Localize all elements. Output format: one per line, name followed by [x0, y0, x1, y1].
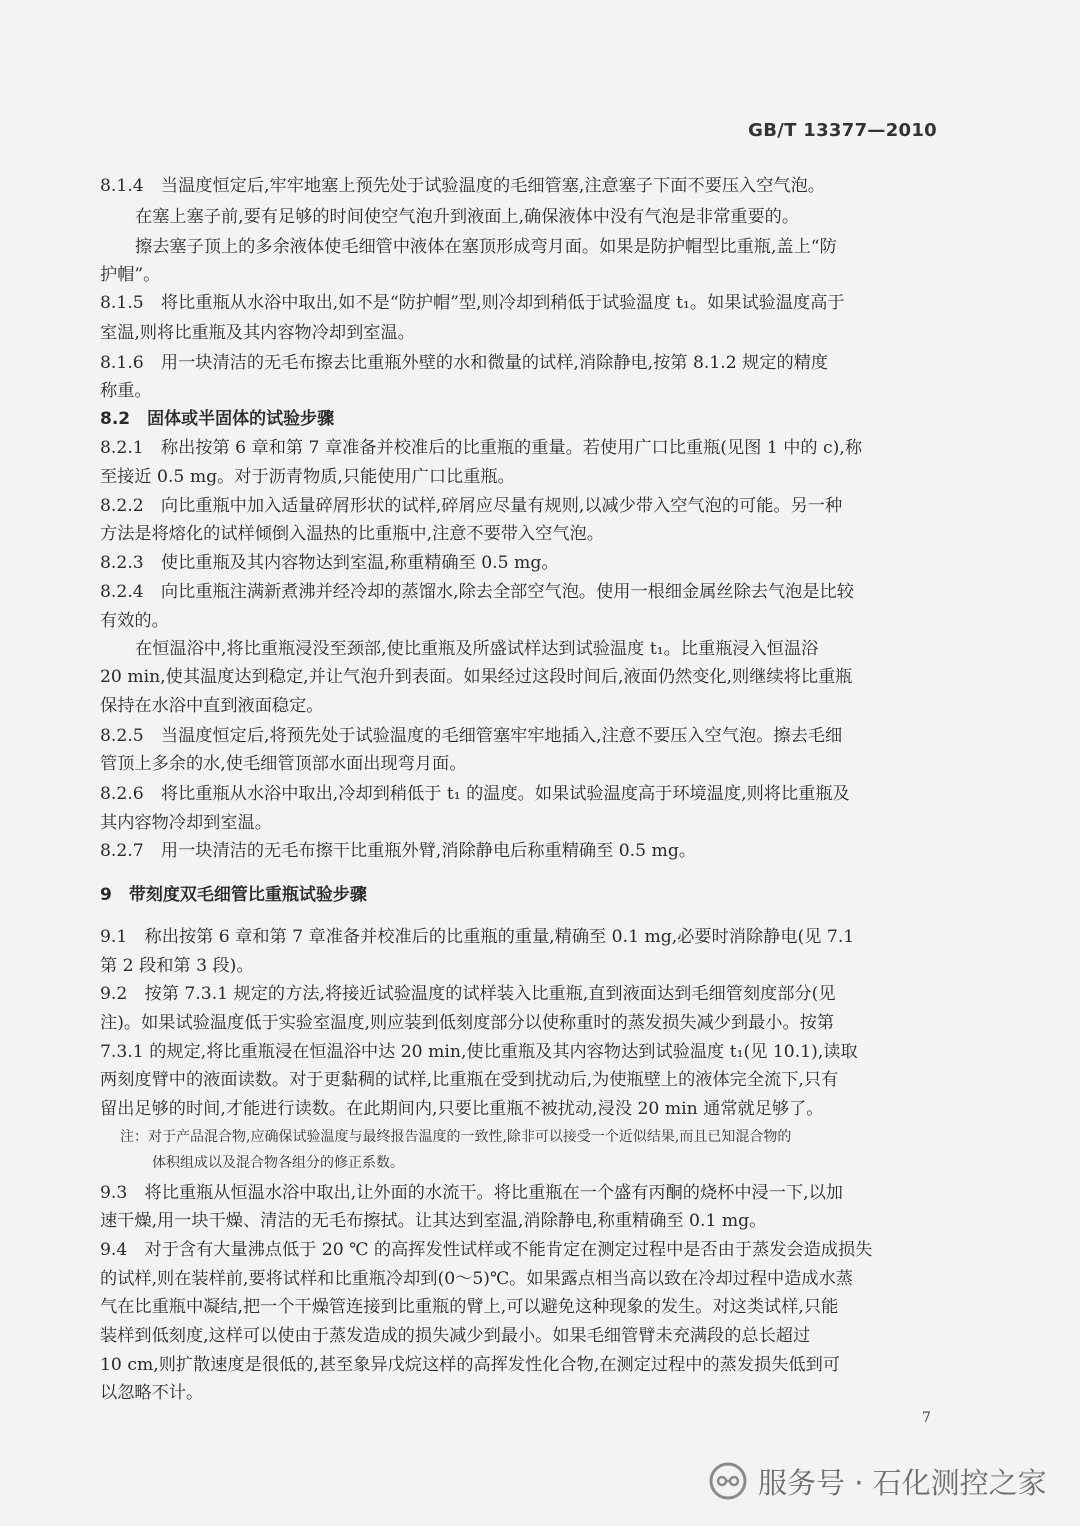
clause-8-2-2-line: 8.2.2 向比重瓶中加入适量碎屑形状的试样,碎屑应尽量有规则,以减少带入空气泡的可能。另一种 — [100, 496, 843, 516]
clause-9-1-line: 9.1 称出按第 6 章和第 7 章准备并校准后的比重瓶的重量,精确至 0.1 mg,必要时消除静电(见 7.1 — [100, 927, 855, 947]
clause-8-2-1-line: 8.2.1 称出按第 6 章和第 7 章准备并校准后的比重瓶的重量。若使用广口比重瓶(见图 1 中的 c),称 — [100, 438, 863, 458]
paragraph-line: 擦去塞子顶上的多余液体使毛细管中液体在塞顶形成弯月面。如果是防护帽型比重瓶,盖上“防 — [135, 237, 837, 257]
paragraph-line: 两刻度臂中的液面读数。对于更黏稠的试样,比重瓶在受到扰动后,为使瓶壁上的液体完全流下,只有 — [100, 1070, 839, 1090]
paragraph-line: 留出足够的时间,才能进行读数。在此期间内,只要比重瓶不被扰动,浸没 20 min 通常就足够了。 — [100, 1099, 824, 1119]
paragraph-line: 至接近 0.5 mg。对于沥青物质,只能使用广口比重瓶。 — [100, 467, 515, 487]
standard-code: GB/T 13377—2010 — [748, 120, 937, 141]
paragraph-line: 以忽略不计。 — [100, 1383, 204, 1403]
paragraph-line: 在恒温浴中,将比重瓶浸没至颈部,使比重瓶及所盛试样达到试验温度 t₁。比重瓶浸入恒温浴 — [135, 639, 819, 659]
clause-8-2-6-line: 8.2.6 将比重瓶从水浴中取出,冷却到稍低于 t₁ 的温度。如果试验温度高于环境温度,则将比重瓶及 — [100, 784, 850, 804]
watermark-text: 服务号 · 石化测控之家 — [758, 1465, 1047, 1500]
clause-8-1-4-line: 8.1.4 当温度恒定后,牢牢地塞上预先处于试验温度的毛细管塞,注意塞子下面不要压入空气泡。 — [100, 176, 825, 196]
paragraph-line: 注)。如果试验温度低于实验室温度,则应装到低刻度部分以使称重时的蒸发损失减少到最小。按第 — [100, 1013, 835, 1033]
paragraph-line: 管顶上多余的水,使毛细管顶部水面出现弯月面。 — [100, 754, 467, 774]
wechat-service-icon — [708, 1461, 748, 1501]
page-number: 7 — [922, 1410, 931, 1426]
clause-8-1-5-line: 8.1.5 将比重瓶从水浴中取出,如不是“防护帽”型,则冷却到稍低于试验温度 t₁。如果试验温度高于 — [100, 293, 845, 313]
paragraph-line: 第 2 段和第 3 段)。 — [100, 956, 254, 976]
paragraph-line: 护帽”。 — [100, 265, 161, 285]
paragraph-line: 气在比重瓶中凝结,把一个干燥管连接到比重瓶的臂上,可以避免这种现象的发生。对这类试样,只能 — [100, 1297, 839, 1317]
paragraph-line: 有效的。 — [100, 611, 169, 631]
paragraph-line: 保持在水浴中直到液面稳定。 — [100, 696, 324, 716]
paragraph-line: 室温,则将比重瓶及其内容物冷却到室温。 — [100, 323, 415, 343]
clause-8-2-5-line: 8.2.5 当温度恒定后,将预先处于试验温度的毛细管塞牢牢地插入,注意不要压入空气泡。擦去毛细 — [100, 726, 843, 746]
clause-8-2-4-line: 8.2.4 向比重瓶注满新煮沸并经冷却的蒸馏水,除去全部空气泡。使用一根细金属丝除去气泡是比较 — [100, 582, 854, 602]
clause-9-3-line: 9.3 将比重瓶从恒温水浴中取出,让外面的水流干。将比重瓶在一个盛有丙酮的烧杯中浸一下,以加 — [100, 1183, 843, 1203]
note-line: 体积组成以及混合物各组分的修正系数。 — [152, 1155, 404, 1171]
clause-9-4-line: 9.4 对于含有大量沸点低于 20 ℃ 的高挥发性试样或不能肯定在测定过程中是否由于蒸发会造成损失 — [100, 1240, 873, 1260]
section-9-heading: 9 带刻度双毛细管比重瓶试验步骤 — [100, 885, 367, 905]
paragraph-line: 10 cm,则扩散速度是很低的,甚至象异戊烷这样的高挥发性化合物,在测定过程中的蒸发损失低到可 — [100, 1355, 840, 1375]
section-8-2-heading: 8.2 固体或半固体的试验步骤 — [100, 409, 335, 429]
paragraph-line: 方法是将熔化的试样倾倒入温热的比重瓶中,注意不要带入空气泡。 — [100, 524, 604, 544]
clause-8-2-7-line: 8.2.7 用一块清洁的无毛布擦干比重瓶外臂,消除静电后称重精确至 0.5 mg。 — [100, 841, 697, 861]
paragraph-line: 20 min,使其温度达到稳定,并让气泡升到表面。如果经过这段时间后,液面仍然变化,则继续将比重瓶 — [100, 667, 853, 687]
paragraph-line: 在塞上塞子前,要有足够的时间使空气泡升到液面上,确保液体中没有气泡是非常重要的。 — [135, 207, 800, 227]
paragraph-line: 7.3.1 的规定,将比重瓶浸在恒温浴中达 20 min,使比重瓶及其内容物达到试验温度 t₁(见 10.1),读取 — [100, 1042, 858, 1062]
clause-8-1-6-line: 8.1.6 用一块清洁的无毛布擦去比重瓶外壁的水和微量的试样,消除静电,按第 8.1.2 规定的精度 — [100, 353, 829, 373]
clause-9-2-line: 9.2 按第 7.3.1 规定的方法,将接近试验温度的试样装入比重瓶,直到液面达到毛细管刻度部分(见 — [100, 984, 836, 1004]
paragraph-line: 装样到低刻度,这样可以使由于蒸发造成的损失减少到最小。如果毛细管臂未充满段的总长超过 — [100, 1326, 811, 1346]
clause-8-2-3-line: 8.2.3 使比重瓶及其内容物达到室温,称重精确至 0.5 mg。 — [100, 553, 559, 573]
watermark — [708, 1457, 1047, 1505]
paragraph-line: 称重。 — [100, 381, 152, 401]
paragraph-line: 速干燥,用一块干燥、清洁的无毛布擦拭。让其达到室温,消除静电,称重精确至 0.1 mg。 — [100, 1211, 767, 1231]
paragraph-line: 其内容物冷却到室温。 — [100, 813, 272, 833]
note-line: 注：对于产品混合物,应确保试验温度与最终报告温度的一致性,除非可以接受一个近似结果,而且已知混合物的 — [120, 1129, 792, 1145]
paragraph-line: 的试样,则在装样前,要将试样和比重瓶冷却到(0～5)℃。如果露点相当高以致在冷却过程中造成水蒸 — [100, 1269, 853, 1289]
